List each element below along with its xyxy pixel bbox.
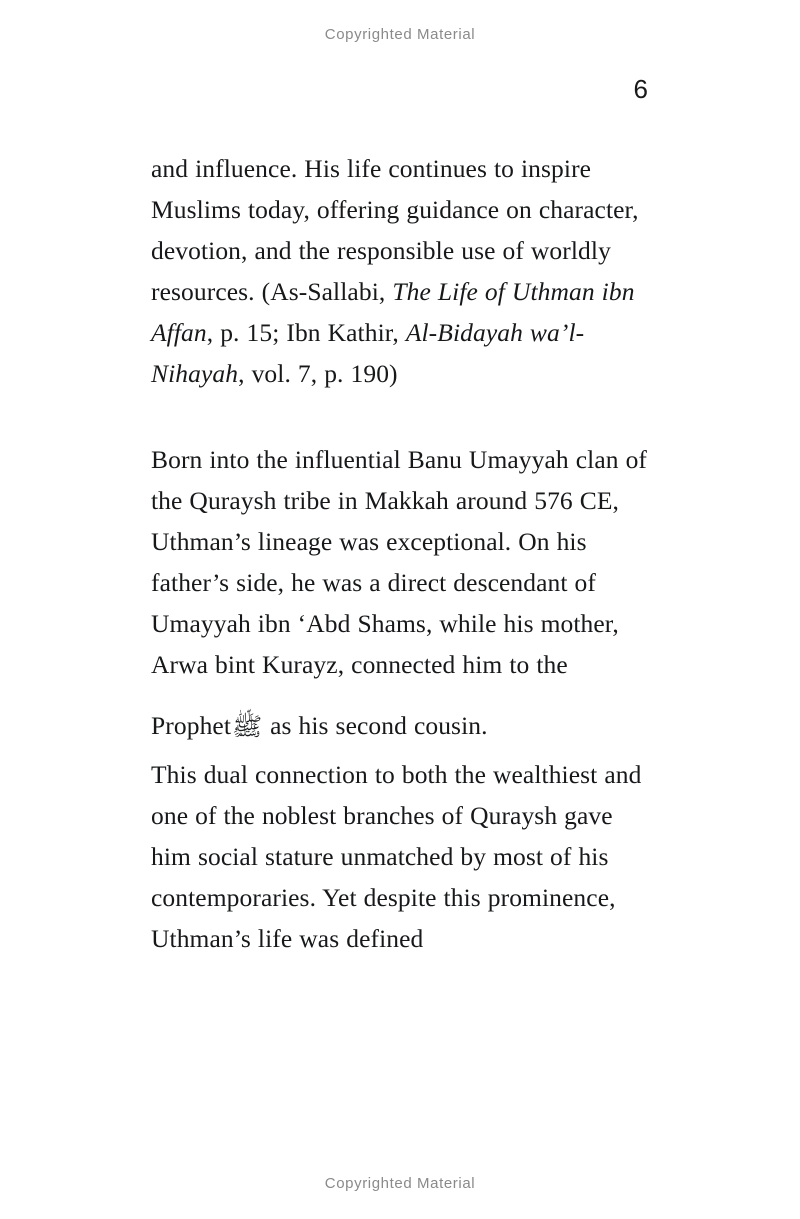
salla-allahu-alayhi-wa-sallam-icon: ﷺ (232, 712, 263, 741)
text-block (151, 148, 651, 959)
citation-locator: , vol. 7, p. 190) (238, 359, 398, 388)
paragraph-2 (151, 439, 651, 959)
paragraph-1 (151, 148, 651, 394)
prophet-word: Prophet (151, 711, 232, 740)
citation-title-ibn-kathir: Al-Bidayah wa’l-Nihayah (151, 318, 585, 388)
prophet-honorific-line (151, 698, 651, 754)
watermark-bottom: Copyrighted Material (324, 1175, 476, 1192)
paragraph-2-segment-3: This dual connection to both the wealthiest and one of the noblest branches of Quraysh gave him social stature unmatched by most of his contemporaries. Yet despite this prominence, Uthman’s life was defined (151, 760, 642, 953)
paragraph-1-lead-text: and influence. His life continues to inspire Muslims today, offering guidance on character, devotion, and the responsible use of worldly resources. (As-Sallabi, (151, 154, 639, 306)
citation-separator: , p. 15; Ibn Kathir, (206, 318, 406, 347)
paragraph-2-segment-2: as his second cousin. (270, 711, 488, 740)
citation-title-as-sallabi: The Life of Uthman ibn Affan (151, 277, 635, 347)
paragraph-2-segment-1: Born into the influential Banu Umayyah clan of the Quraysh tribe in Makkah around 576 CE, Uthman’s lineage was exceptional. On his father’s side, he was a direct descendant of Umayyah ibn ‘Abd Shams, while his mother, Arwa bint Kurayz, connected him to the (151, 445, 648, 679)
watermark-top: Copyrighted Material (324, 26, 476, 43)
page-number: 6 (633, 74, 648, 104)
